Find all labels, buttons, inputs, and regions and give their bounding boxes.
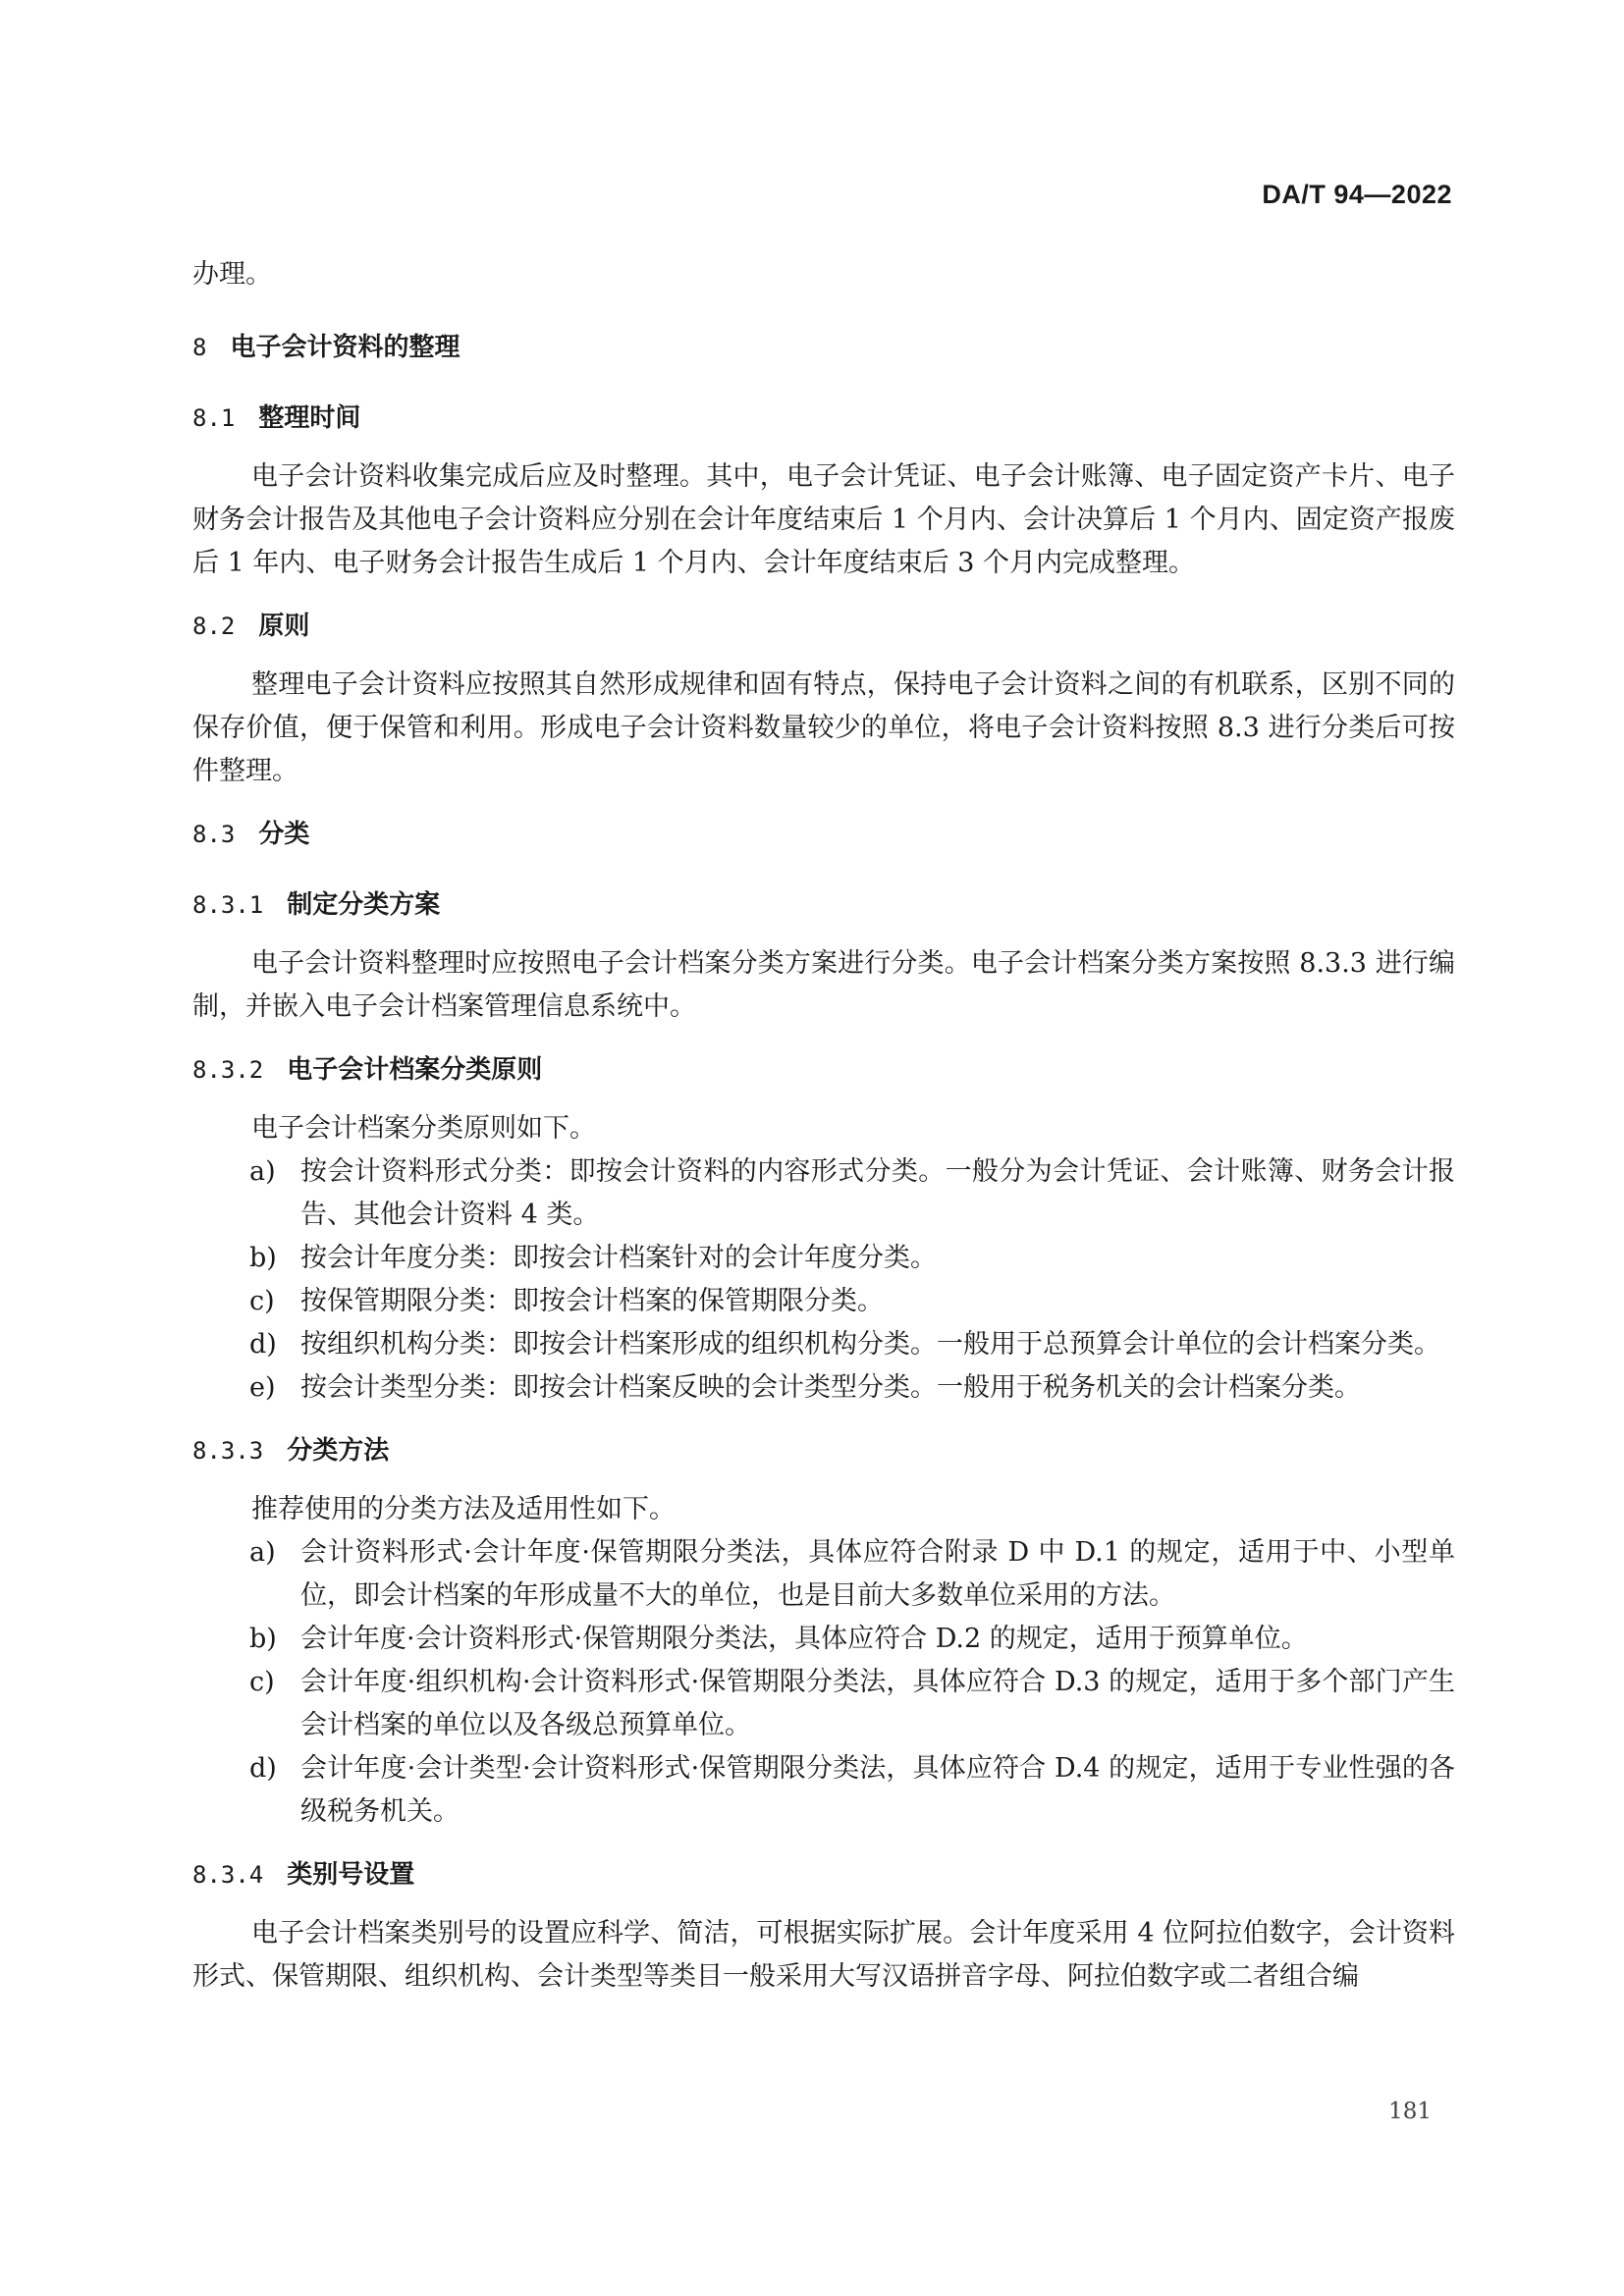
section-number: 8.3.1 xyxy=(192,891,264,919)
section-heading-8 xyxy=(192,326,1455,369)
list-item-text: 按保管期限分类：即按会计档案的保管期限分类。 xyxy=(300,1286,884,1316)
continued-text: 办理。 xyxy=(192,259,272,290)
list-intro: 电子会计档案分类原则如下。 xyxy=(251,1113,596,1144)
section-body-8-1: 电子会计资料收集完成后应及时整理。其中，电子会计凭证、电子会计账簿、电子固定资产卡片、电子财务会计报告及其他电子会计资料应分别在会计年度结束后 1 个月内、会计决算后 1 个月内、固定资产报废后 1 年内、电子财务会计报告生成后 1 个月内、会计年度结束后 3 个月内完成整理。 xyxy=(192,461,1455,578)
list-marker: d) xyxy=(249,1753,277,1784)
list-item xyxy=(192,1366,1455,1410)
section-heading-8-2 xyxy=(192,605,1455,648)
section-title: 制定分类方案 xyxy=(287,890,441,920)
section-heading-8-3-1 xyxy=(192,883,1455,927)
list-item xyxy=(192,1150,1455,1237)
list-intro: 推荐使用的分类方法及适用性如下。 xyxy=(251,1494,676,1524)
list-marker: a) xyxy=(249,1537,276,1568)
page-number: 181 xyxy=(1388,2099,1432,2124)
section-body-8-3-4: 电子会计档案类别号的设置应科学、简洁，可根据实际扩展。会计年度采用 4 位阿拉伯数字，会计资料形式、保管期限、组织机构、会计类型等类目一般采用大写汉语拼音字母、阿拉伯数字或二者组合编 xyxy=(192,1918,1455,1992)
principles-list xyxy=(192,1150,1455,1410)
section-number: 8.3.2 xyxy=(192,1056,264,1084)
document-code: DA/T 94—2022 xyxy=(1262,180,1452,209)
page-body xyxy=(192,253,1455,1999)
list-marker: c) xyxy=(249,1286,275,1316)
list-item xyxy=(192,1323,1455,1366)
section-heading-8-3-3 xyxy=(192,1429,1455,1472)
section-body-8-3-1: 电子会计资料整理时应按照电子会计档案分类方案进行分类。电子会计档案分类方案按照 8.3.3 进行编制，并嵌入电子会计档案管理信息系统中。 xyxy=(192,948,1455,1022)
list-item xyxy=(192,1280,1455,1323)
section-title: 原则 xyxy=(258,612,310,641)
list-item-text: 会计年度·会计资料形式·保管期限分类法，具体应符合 D.2 的规定，适用于预算单位。 xyxy=(300,1624,1308,1654)
list-marker: e) xyxy=(249,1372,276,1403)
list-marker: b) xyxy=(249,1243,277,1273)
list-item-text: 按会计类型分类：即按会计档案反映的会计类型分类。一般用于税务机关的会计档案分类。 xyxy=(300,1372,1361,1403)
list-item-text: 会计年度·组织机构·会计资料形式·保管期限分类法，具体应符合 D.3 的规定，适用于多个部门产生会计档案的单位以及各级总预算单位。 xyxy=(300,1667,1455,1740)
section-number: 8.2 xyxy=(192,613,236,640)
section-heading-8-3-4 xyxy=(192,1853,1455,1896)
list-item xyxy=(192,1747,1455,1834)
section-number: 8.1 xyxy=(192,404,236,432)
section-number: 8.3.3 xyxy=(192,1437,264,1465)
list-item xyxy=(192,1237,1455,1280)
list-item-text: 按会计年度分类：即按会计档案针对的会计年度分类。 xyxy=(300,1243,937,1273)
section-body-8-2: 整理电子会计资料应按照其自然形成规律和固有特点，保持电子会计资料之间的有机联系，区别不同的保存价值，便于保管和利用。形成电子会计资料数量较少的单位，将电子会计资料按照 8.3 进行分类后可按件整理。 xyxy=(192,669,1455,786)
section-number: 8.3 xyxy=(192,821,236,848)
list-item-text: 会计资料形式·会计年度·保管期限分类法，具体应符合附录 D 中 D.1 的规定，适用于中、小型单位，即会计档案的年形成量不大的单位，也是目前大多数单位采用的方法。 xyxy=(300,1537,1455,1611)
section-heading-8-3 xyxy=(192,813,1455,856)
list-item-text: 按组织机构分类：即按会计档案形成的组织机构分类。一般用于总预算会计单位的会计档案分类。 xyxy=(300,1329,1440,1360)
list-marker: d) xyxy=(249,1329,277,1360)
list-item-text: 按会计资料形式分类：即按会计资料的内容形式分类。一般分为会计凭证、会计账簿、财务会计报告、其他会计资料 4 类。 xyxy=(300,1156,1455,1230)
section-title: 类别号设置 xyxy=(287,1860,415,1890)
methods-list xyxy=(192,1531,1455,1834)
section-number: 8.3.4 xyxy=(192,1861,264,1889)
list-item-text: 会计年度·会计类型·会计资料形式·保管期限分类法，具体应符合 D.4 的规定，适用于专业性强的各级税务机关。 xyxy=(300,1753,1455,1827)
list-marker: a) xyxy=(249,1156,276,1187)
list-item xyxy=(192,1661,1455,1747)
section-number: 8 xyxy=(192,334,207,361)
section-title: 整理时间 xyxy=(258,403,361,433)
section-heading-8-1 xyxy=(192,397,1455,440)
list-marker: b) xyxy=(249,1624,277,1654)
section-title: 电子会计档案分类原则 xyxy=(287,1055,543,1085)
section-title: 分类 xyxy=(258,820,310,849)
section-title: 分类方法 xyxy=(287,1436,390,1466)
section-title: 电子会计资料的整理 xyxy=(230,333,460,362)
list-item xyxy=(192,1531,1455,1618)
section-heading-8-3-2 xyxy=(192,1048,1455,1092)
list-marker: c) xyxy=(249,1667,275,1697)
list-item xyxy=(192,1618,1455,1661)
